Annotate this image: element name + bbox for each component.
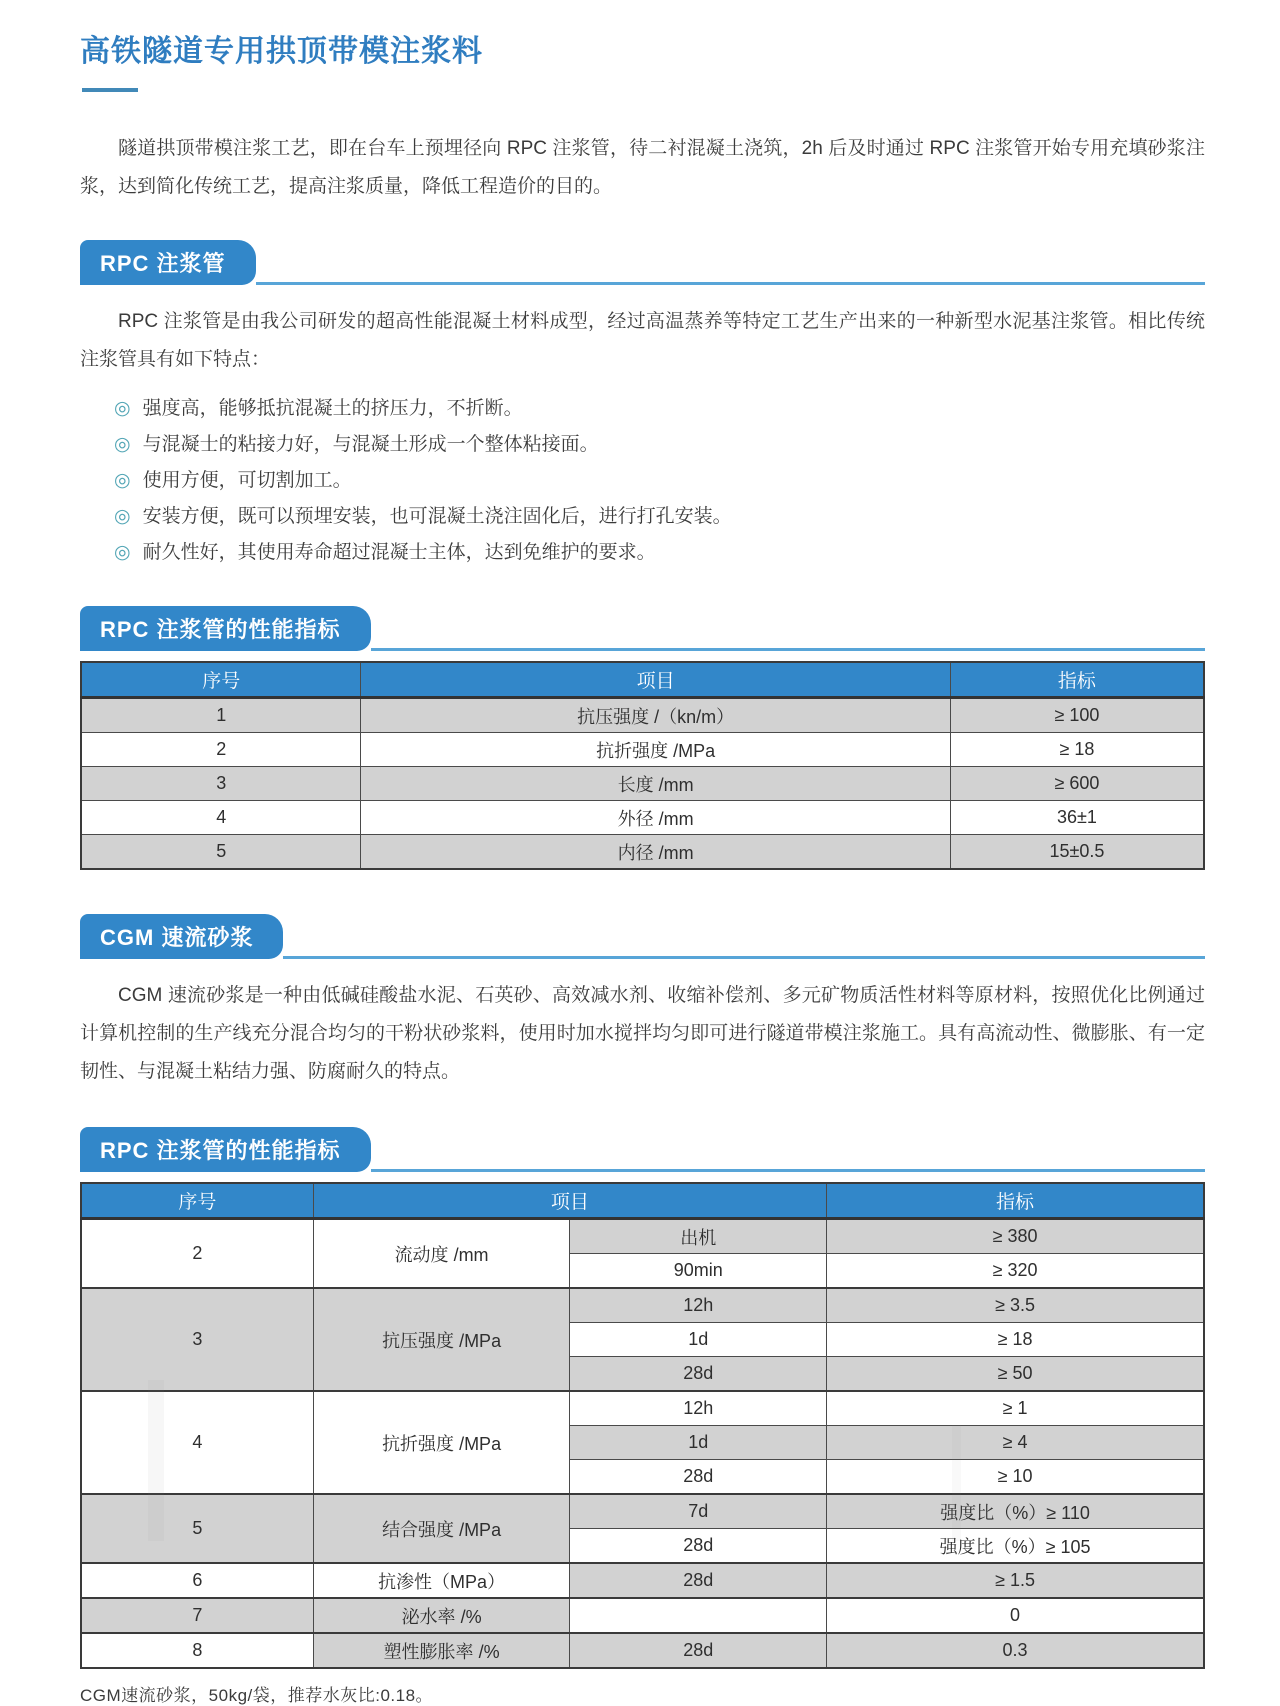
footnote: CGM速流砂浆，50kg/袋，推荐水灰比:0.18。 <box>80 1686 434 1705</box>
cell-item: 外径 /mm <box>361 801 950 835</box>
bullet-icon: ◎ <box>114 542 131 563</box>
column-header-item: 项目 <box>361 662 950 698</box>
cell-item: 抗折强度 /MPa <box>361 733 950 767</box>
cell-condition: 90min <box>570 1254 827 1289</box>
cell-condition: 28d <box>570 1357 827 1392</box>
cell-value: ≥ 18 <box>827 1323 1204 1357</box>
cell-condition: 28d <box>570 1529 827 1564</box>
cell-value: 0 <box>827 1598 1204 1633</box>
table-row <box>81 1288 1204 1323</box>
table-row <box>81 1494 1204 1529</box>
cell-value: 强度比（%）≥ 110 <box>827 1494 1204 1529</box>
cell-item: 抗压强度 /（kn/m） <box>361 698 950 733</box>
section-header-line <box>371 648 1205 651</box>
feature-text: 耐久性好，其使用寿命超过混凝士主体，达到免维护的要求。 <box>142 542 656 563</box>
section-header-line <box>256 282 1205 285</box>
cell-seq: 5 <box>81 1494 313 1563</box>
rpc-performance-table <box>80 661 1205 870</box>
cell-condition: 1d <box>570 1323 827 1357</box>
cgm-section-tab: CGM 速流砂浆 <box>80 914 283 959</box>
cell-value: ≥ 1 <box>827 1391 1204 1426</box>
cell-item: 泌水率 /% <box>313 1598 570 1633</box>
cell-value: ≥ 50 <box>827 1357 1204 1392</box>
cell-seq: 1 <box>81 698 361 733</box>
cgm-section-header <box>80 914 1205 959</box>
table-row <box>81 767 1204 801</box>
column-header-seq: 序号 <box>81 662 361 698</box>
cell-value: ≥ 4 <box>827 1426 1204 1460</box>
cell-seq: 4 <box>81 801 361 835</box>
cell-condition: 28d <box>570 1460 827 1495</box>
cell-item: 抗压强度 /MPa <box>313 1288 570 1391</box>
page-title: 高铁隧道专用拱顶带模注浆料 <box>80 35 483 68</box>
feature-item <box>114 465 1205 496</box>
bullet-icon: ◎ <box>114 398 131 419</box>
rpc-paragraph: RPC 注浆管是由我公司研发的超高性能混凝土材料成型，经过高温蒸养等特定工艺生产出来的一种新型水泥基注浆管。相比传统注浆管具有如下特点： <box>80 311 1205 370</box>
cell-condition: 12h <box>570 1288 827 1323</box>
column-header-seq: 序号 <box>81 1183 313 1219</box>
cell-item: 抗渗性（MPa） <box>313 1563 570 1598</box>
cell-condition: 12h <box>570 1391 827 1426</box>
table-row <box>81 733 1204 767</box>
cell-item: 塑性膨胀率 /% <box>313 1633 570 1668</box>
rpc-performance-section-header <box>80 606 1205 651</box>
cell-seq: 3 <box>81 767 361 801</box>
cgm-performance-section-header <box>80 1127 1205 1172</box>
cell-condition: 7d <box>570 1494 827 1529</box>
cgm-paragraph: CGM 速流砂浆是一种由低碱硅酸盐水泥、石英砂、高效减水剂、收缩补偿剂、多元矿物质活性材料等原材料，按照优化比例通过计算机控制的生产线充分混合均匀的干粉状砂浆料，使用时加水搅拌均匀即可进行隧道带模注浆施工。具有高流动性、微膨胀、有一定韧性、与混凝土粘结力强、防腐耐久的特点。 <box>80 985 1205 1082</box>
table-row <box>81 801 1204 835</box>
column-header-index: 指标 <box>827 1183 1204 1219</box>
feature-text: 与混凝士的粘接力好，与混凝土形成一个整体粘接面。 <box>142 434 599 455</box>
section-header-line <box>283 956 1205 959</box>
bullet-icon: ◎ <box>114 506 131 527</box>
cell-seq: 6 <box>81 1563 313 1598</box>
cell-value: 0.3 <box>827 1633 1204 1668</box>
rpc-performance-tab: RPC 注浆管的性能指标 <box>80 606 371 651</box>
feature-item <box>114 537 1205 568</box>
table-row <box>81 1391 1204 1426</box>
cell-seq: 4 <box>81 1391 313 1494</box>
cgm-performance-table <box>80 1182 1205 1669</box>
cell-value: ≥ 3.5 <box>827 1288 1204 1323</box>
cell-seq: 7 <box>81 1598 313 1633</box>
cell-item: 内径 /mm <box>361 835 950 870</box>
table-row <box>81 698 1204 733</box>
cell-value: ≥ 100 <box>950 698 1204 733</box>
feature-item <box>114 501 1205 532</box>
cell-value: 15±0.5 <box>950 835 1204 870</box>
column-header-item: 项目 <box>313 1183 826 1219</box>
cgm-performance-tab: RPC 注浆管的性能指标 <box>80 1127 371 1172</box>
cell-condition: 28d <box>570 1563 827 1598</box>
feature-item <box>114 393 1205 424</box>
cell-value: 36±1 <box>950 801 1204 835</box>
cell-value: 强度比（%）≥ 105 <box>827 1529 1204 1564</box>
table-header-row <box>81 1183 1204 1219</box>
feature-text: 安装方便，既可以预埋安装，也可混凝土浇注固化后，进行打孔安装。 <box>142 506 732 527</box>
table-row <box>81 1219 1204 1254</box>
cell-condition: 28d <box>570 1633 827 1668</box>
intro-paragraph: 隧道拱顶带模注浆工艺，即在台车上预埋径向 RPC 注浆管，待二衬混凝土浇筑，2h 后及时通过 RPC 注浆管开始专用充填砂浆注浆，达到简化传统工艺，提高注浆质量，降低工程造价的目的。 <box>80 138 1205 197</box>
section-header-line <box>371 1169 1205 1172</box>
table-row <box>81 1598 1204 1633</box>
cell-value: ≥ 1.5 <box>827 1563 1204 1598</box>
cell-item: 抗折强度 /MPa <box>313 1391 570 1494</box>
cell-value: ≥ 320 <box>827 1254 1204 1289</box>
cell-seq: 8 <box>81 1633 313 1668</box>
table-row <box>81 835 1204 870</box>
cell-item: 流动度 /mm <box>313 1219 570 1289</box>
cell-seq: 3 <box>81 1288 313 1391</box>
feature-item <box>114 429 1205 460</box>
table-header-row <box>81 662 1204 698</box>
bullet-icon: ◎ <box>114 434 131 455</box>
cell-condition: 出机 <box>570 1219 827 1254</box>
cell-seq: 5 <box>81 835 361 870</box>
cell-value: ≥ 10 <box>827 1460 1204 1495</box>
cell-condition: 1d <box>570 1426 827 1460</box>
cell-item: 长度 /mm <box>361 767 950 801</box>
cell-value: ≥ 600 <box>950 767 1204 801</box>
table-row <box>81 1563 1204 1598</box>
title-underline <box>82 88 138 92</box>
cell-item: 结合强度 /MPa <box>313 1494 570 1563</box>
cell-value: ≥ 380 <box>827 1219 1204 1254</box>
cell-value: ≥ 18 <box>950 733 1204 767</box>
column-header-index: 指标 <box>950 662 1204 698</box>
feature-text: 强度高，能够抵抗混凝土的挤压力，不折断。 <box>142 398 523 419</box>
feature-list <box>80 393 1205 568</box>
cell-seq: 2 <box>81 733 361 767</box>
cell-condition <box>570 1598 827 1633</box>
rpc-section-header <box>80 240 1205 285</box>
rpc-section-tab: RPC 注浆管 <box>80 240 256 285</box>
table-row <box>81 1633 1204 1668</box>
feature-text: 使用方便，可切割加工。 <box>142 470 352 491</box>
cell-seq: 2 <box>81 1219 313 1289</box>
bullet-icon: ◎ <box>114 470 131 491</box>
